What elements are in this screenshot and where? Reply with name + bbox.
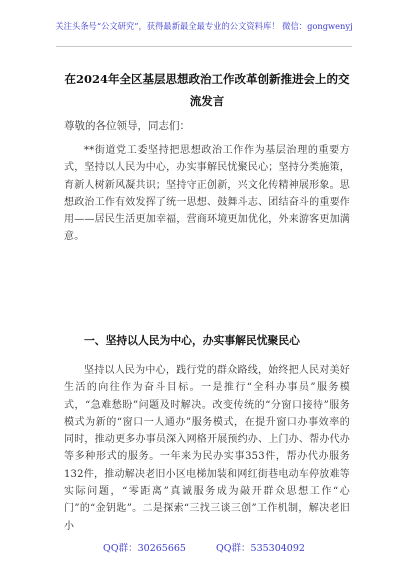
footer-qq-group-2: QQ群：535304092 (215, 543, 305, 554)
header-banner: 关注头条号“公文研究”，获得最新最全最专业的公文资料库！ 微信：gongwenyj (55, 21, 353, 31)
header-divider (56, 46, 352, 47)
document-title: 在2024年全区基层思想政治工作改革创新推进会上的交流发言 (64, 72, 350, 108)
salutation: 尊敬的各位领导，同志们： (64, 120, 190, 132)
footer-qq-group-1: QQ群：30265665 (103, 543, 186, 554)
paragraph-body: 坚持以人民为中心，践行党的群众路线，始终把人民对美好生活的向往作为奋斗目标。一是推行“全科办事员”服务模式，“急难愁盼”问题及时解决。改变传统的“分窗口接待”服务模式为新的“窗口一人通办”服务模式，在提升窗口办事效率的同时，推动更多办事员深入网格开展预约办、上门办、帮办代办等多种形式的服务。一年来为民办实事353件，帮办代办服务132件，推动解决老旧小区电梯加装和网红街巷电动车停放难等实际问题，“零距离”真诚服务成为敲开群众思想工作“心门”的“金钥匙”。二是探索“三找三谈三创”工作机制，解决老旧小 (64, 365, 350, 532)
paragraph-intro: **街道党工委坚持把思想政治工作作为基层治理的重要方式，坚持以人民为中心，办实事解民忧聚民心；坚持分类施策，育新人树新风凝共识；坚持守正创新，兴文化传精神展形象。思想政治工作有效发挥了统一思想、鼓舞斗志、团结奋斗的重要作用——居民生活更加幸福，营商环境更加优化，外来游客更加满意。 (64, 145, 350, 243)
section-heading: 一、坚持以人民为中心，办实事解民忧聚民心 (84, 334, 300, 347)
footer (0, 540, 408, 554)
